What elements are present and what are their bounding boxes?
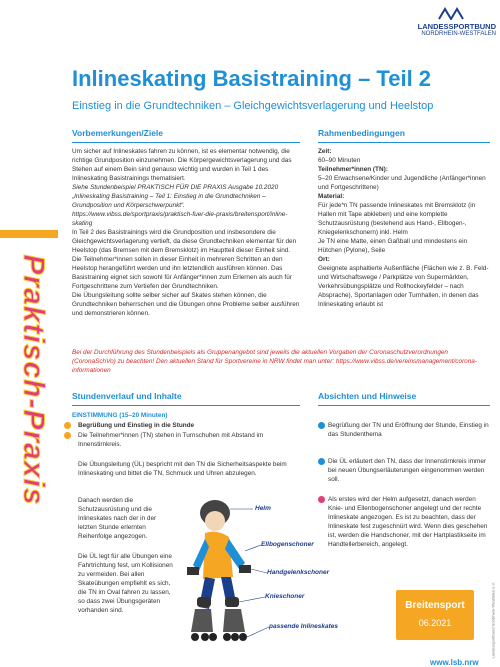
sidebar-brand-strip xyxy=(0,230,58,530)
absicht-3: Als erstes wird der Helm aufgesetzt, danach werden Knie- und Ellenbogenschoner angelegt und der rechte Inlineskate angezogen. Es ist zu beachten, dass der Inlineskate fest zugeschnürt wird. Wenn dies geschehen ist, werden die Handschoner, mit der Hartplastikseite im Handtellerbereich, angelegt. xyxy=(328,496,488,548)
page-title: Inlineskating Basistraining – Teil 2 xyxy=(72,66,432,91)
divider xyxy=(318,142,490,143)
verlauf-item-1: Begrüßung und Einstieg in die Stunde xyxy=(78,422,195,429)
bullet-orange-icon xyxy=(64,422,71,429)
zeit-value: 60–90 Minuten xyxy=(318,157,361,164)
verlauf-item-3: Die Übungsleitung (ÜL) bespricht mit den TN die Sicherheitsaspekte beim Inlineskating und bittet die TN, Schmuck und Uhren abzulegen. xyxy=(78,461,287,477)
label-handgelenkschoner: Handgelenkschoner xyxy=(267,569,330,576)
ort-label: Ort: xyxy=(318,256,330,263)
bullet-blue-icon xyxy=(318,422,325,429)
heading-absichten: Absichten und Hinweise xyxy=(318,391,417,401)
vertical-note xyxy=(489,560,497,660)
logo-line-1: LANDESSPORTBUND xyxy=(417,22,496,31)
heading-verlauf: Stundenverlauf und Inhalte xyxy=(72,391,182,401)
badge-title: Breitensport xyxy=(405,600,465,611)
page-subtitle: Einstieg in die Grundtechniken – Gleichgewichtsverlagerung und Heelstop xyxy=(72,100,434,112)
vertical-note-text: Landessportbund Nordrhein-Westfalen e.V. xyxy=(490,582,496,659)
logo-line-2: NORDRHEIN-WESTFALEN xyxy=(421,31,496,37)
heading-rahmen: Rahmenbedingungen xyxy=(318,128,405,138)
vorbemerkungen-p4: Die Übungsleitung sollte selber sicher auf Skates stehen können, die Grundtechniken beherrschen und die Übungen ohne Probleme selber ausführen und demonstrieren können. xyxy=(72,292,300,317)
material-label: Material: xyxy=(318,193,345,200)
verlauf-item-2: Die Teilnehmer*innen (TN) stehen in Turnschuhen mit Abstand im Innenstirnkreis. xyxy=(78,432,264,448)
breitensport-badge xyxy=(396,590,474,640)
verlauf-item-4: Danach werden die Schutzausrüstung und die Inlineskates nach der in der letzten Stunde erlernten Reihenfolge angezogen. xyxy=(78,497,157,540)
bullet-orange-icon xyxy=(64,432,71,439)
sidebar-label: Praktisch-Praxis xyxy=(17,254,50,506)
sidebar-bar xyxy=(0,230,58,238)
badge-date: 06.2021 xyxy=(418,618,452,628)
zeit-label: Zeit: xyxy=(318,148,332,155)
footer-url[interactable]: www.lsb.nrw xyxy=(430,658,479,667)
bullet-blue-icon xyxy=(318,458,325,465)
skater-illustration xyxy=(175,487,339,657)
divider xyxy=(318,405,490,406)
label-knieschoner: Knieschoner xyxy=(265,593,305,600)
absicht-2: Die ÜL erläutert den TN, dass der Innenstirnkreis immer bei neuen Übungserläuterungen eingenommen werden soll. xyxy=(328,458,487,483)
material-value: Für jede*n TN passende Inlineskates mit Bremsklotz (in Hallen mit Tape abkleben) und eine komplette Schutzausrüstung (bestehend aus Hand-, Ellbogen-, Kniegelenkschonern) inkl. Helm xyxy=(318,202,476,236)
material-value-2: Je TN eine Matte, einen Gaßball und mindestens ein Hütchen (Pylone), Seile xyxy=(318,238,468,254)
tn-value: 5–20 Erwachsene/Kinder und Jugendliche (Anfänger*innen und Fortgeschrittene) xyxy=(318,175,486,191)
corona-notice[interactable]: Bei der Durchführung des Stundenbeispiels als Gruppenangebot sind jeweils die aktuellen Vorgaben der Coronaschutzverordnungen (CoronaSchVo) zu beachten! Den aktuellen Stand für Sportvereine in NRW findet man unter: https://www.vibss.de/vereinsmanagement/corona-informationen xyxy=(72,349,477,374)
tn-label: Teilnehmer*innen (TN): xyxy=(318,166,388,173)
vorbemerkungen-p2[interactable]: Siehe Stundenbeispiel PRAKTISCH FÜR DIE PRAXIS Ausgabe 10.2020 „Inlineskating Basistraining – Teil 1: Einstieg in die Grundtechniken – Grundposition und Körperschwerpunkt“. https://www.vibss.de/sportpraxis/praktisch-fuer-die-praxis/breitensport/inline-skating xyxy=(72,184,288,227)
vorbemerkungen-p3: In Teil 2 des Basistrainings wird die Grundposition und insbesondere die Gleichgewichtsverlagerung vertieft, da diese Grundtechniken elementar für den Heelstop (das Bremsen mit dem Bremsklotz) im Hauptteil dieser Einheit sind. Die Teilnehmer*innen sollen in dieser Einheit in mehreren Schritten an den Heelstop herangeführt werden und ihn letztendlich ausführen können. Das Basistraining eignet sich sowohl für Anfänger*innen zum Erlernen als auch für Fortgeschrittene zum Vertiefen der Grundtechniken. xyxy=(72,229,297,290)
rahmen-body xyxy=(318,147,490,309)
label-ellbogenschoner: Ellbogenschoner xyxy=(261,541,314,548)
lsb-logo xyxy=(390,6,496,42)
einstimmung-heading: EINSTIMMUNG (15–20 Minuten) xyxy=(72,412,168,419)
vorbemerkungen-p1: Um sicher auf Inlineskates fahren zu können, ist es elementar notwendig, die richtige Grundposition einzunehmen. Die Körpergewichtsverlagerung und das Stehen auf einem Bein sind genauso wichtig und wurden in Teil 1 des Inlineskating Basistrainings thematisiert. xyxy=(72,148,292,182)
verlauf-item-5: Die ÜL legt für alle Übungen eine Fahrtrichtung fest, um Kollisionen zu vermeiden. Bei allen Skateübungen empfiehlt es sich, die TN im Oval fahren zu lassen, so dass zwei Übungsgeräten vorhanden sind. xyxy=(78,553,173,614)
ort-value: Geeignete asphaltierte Außenfläche (Flächen wie z. B. Feld- und Wirtschaftswege / Parkplätze von Supermärkten, Verkehrsübungsplätze und Rollhockeyfelder – nach Absprache), Sportanlagen oder Turnhallen, in denen das Inlineskating erlaubt ist xyxy=(318,265,489,308)
logo-mark-icon xyxy=(438,6,464,20)
divider xyxy=(72,405,300,406)
vorbemerkungen-body xyxy=(72,147,300,318)
heading-vorbemerkungen: Vorbemerkungen/Ziele xyxy=(72,128,164,138)
absicht-1: Begrüßung der TN und Eröffnung der Stunde, Einstieg in das Stundenthema xyxy=(328,422,489,438)
label-inlineskates: passende Inlineskates xyxy=(269,623,339,630)
label-helm: Helm xyxy=(255,505,271,512)
divider xyxy=(72,142,300,143)
